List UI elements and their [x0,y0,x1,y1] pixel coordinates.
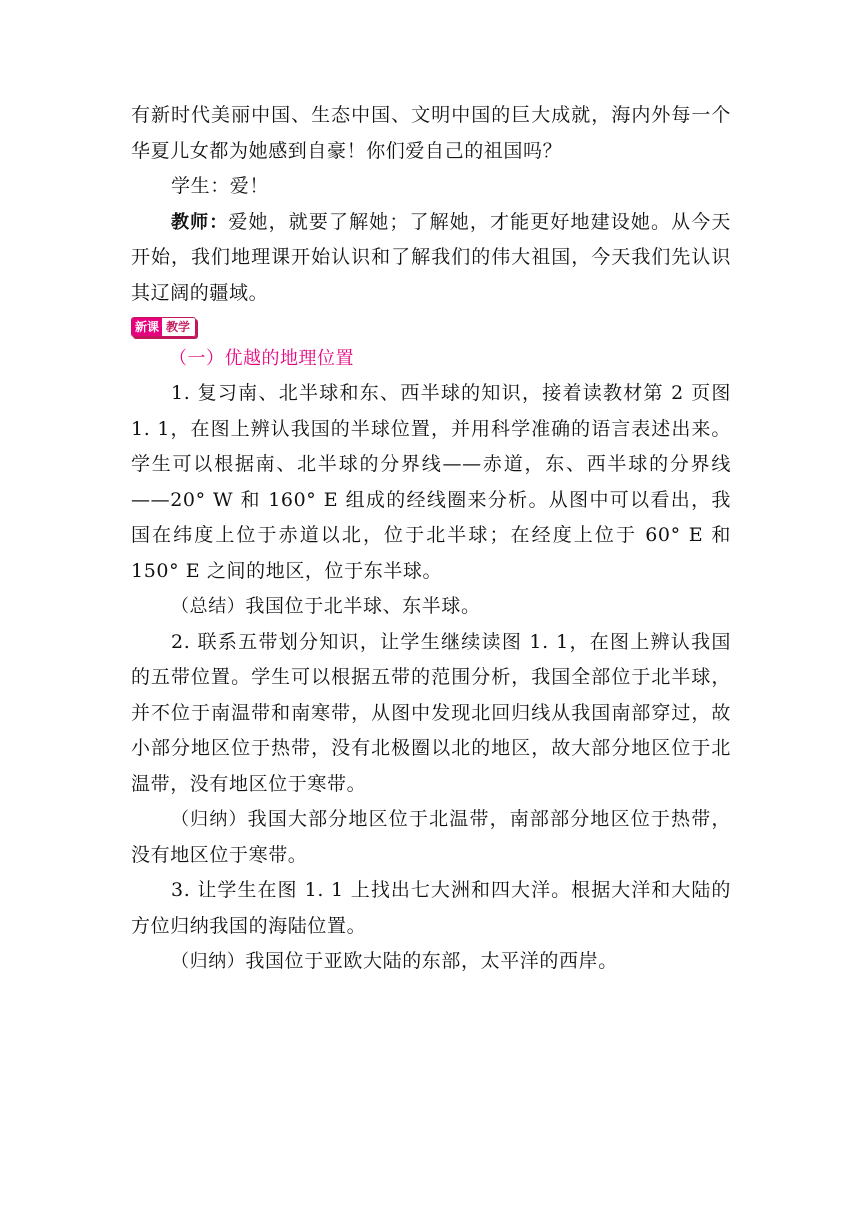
induction-1-label: （归纳） [171,809,248,830]
intro-paragraph: 有新时代美丽中国、生态中国、文明中国的巨大成就，海内外每一个华夏儿女都为她感到自豪！你们爱自己的祖国吗？ [131,104,731,162]
induction-1-text: 我国大部分地区位于北温带，南部部分地区位于热带，没有地区位于寒带。 [131,808,731,866]
summary-text: 我国位于北半球、东半球。 [245,595,481,617]
summary-paragraph [131,589,731,625]
induction-2-label: （归纳） [171,951,246,972]
induction-1-paragraph [131,802,731,873]
item-2-paragraph: 2. 联系五带划分知识，让学生继续读图 1. 1，在图上辨认我国的五带位置。学生可以根据五带的范围分析，我国全部位于北半球，并不位于南温带和南寒带，从图中发现北回归线从我国南部穿过，故小部分地区位于热带，没有北极圈以北的地区，故大部分地区位于北温带，没有地区位于寒带。 [131,630,731,795]
document-body [131,98,731,980]
badge-part-1: 新课 [132,318,162,336]
student-line: 学生：爱！ [171,175,270,197]
teacher-label: 教师： [171,211,229,233]
item-3-paragraph: 3. 让学生在图 1. 1 上找出七大洲和四大洋。根据大洋和大陆的方位归纳我国的海陆位置。 [131,879,731,937]
induction-2-text: 我国位于亚欧大陆的东部，太平洋的西岸。 [245,950,618,972]
summary-label: （总结） [171,596,246,617]
new-lesson-badge [131,317,196,337]
item-1-paragraph: 1. 复习南、北半球和东、西半球的知识，接着读教材第 2 页图 1. 1，在图上辨认我国的半球位置，并用科学准确的语言表述出来。学生可以根据南、北半球的分界线——赤道，东、西半球的分界线——20° W 和 160° E 组成的经线圈来分析。从图中可以看出，我国在纬度上位于赤道以北，位于北半球；在经度上位于 60° E 和 150° E 之间的地区，位于东半球。 [131,382,731,582]
teacher-text: 爱她，就要了解她；了解她，才能更好地建设她。从今天开始，我们地理课开始认识和了解我们的伟大祖国，今天我们先认识其辽阔的疆域。 [131,210,731,304]
induction-2-paragraph [131,944,731,980]
badge-part-2: 教学 [162,318,195,336]
section-heading: （一）优越的地理位置 [169,348,354,369]
teacher-paragraph [131,205,731,312]
